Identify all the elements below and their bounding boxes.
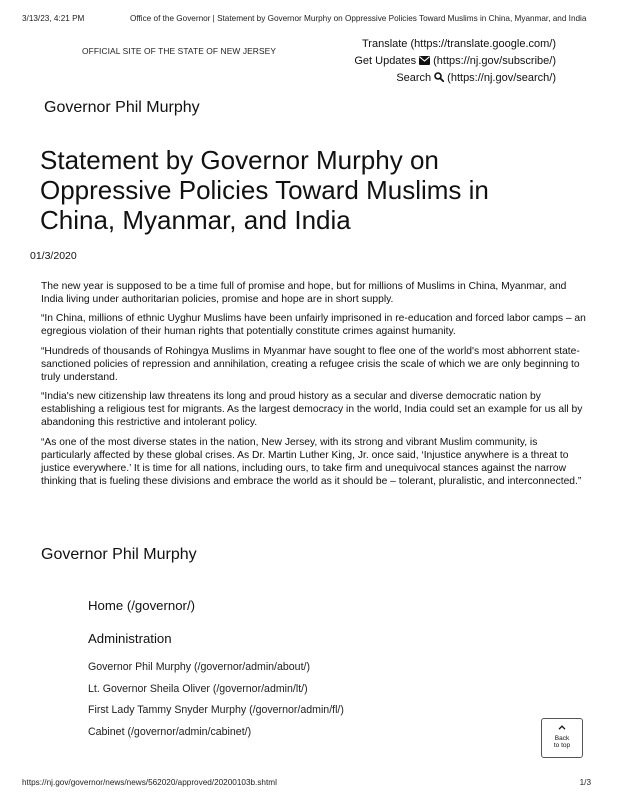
footer-admin-link-first-lady[interactable]: First Lady Tammy Snyder Murphy (/governor/admin/fl/) xyxy=(88,704,344,717)
search-link[interactable] xyxy=(396,72,556,85)
back-to-top-label-1: Back xyxy=(554,734,570,742)
translate-link[interactable]: Translate (https://translate.google.com/) xyxy=(361,38,556,50)
search-label: Search xyxy=(396,72,432,84)
search-icon xyxy=(434,72,444,85)
back-to-top-label-2: to top xyxy=(553,742,571,749)
envelope-icon xyxy=(419,56,430,68)
article-paragraph: “In China, millions of ethnic Uyghur Muslims have been unfairly imprisoned in re-education and forced labor camps – an egregious violation of their human rights that potentially constitute crimes against humanity. xyxy=(41,313,586,338)
article-paragraph: The new year is supposed to be a time full of promise and hope, but for millions of Muslims in China, Myanmar, and India living under authoritarian policies, promise and hope are in short supply. xyxy=(41,281,567,306)
footer-admin-link-governor[interactable]: Governor Phil Murphy (/governor/admin/about/) xyxy=(88,661,310,673)
chevron-up-icon xyxy=(542,725,582,733)
print-doc-title: Office of the Governor | Statement by Governor Murphy on Oppressive Policies Toward Muslims in China, Myanmar, and India xyxy=(130,14,587,23)
back-to-top-button[interactable] xyxy=(541,718,583,758)
article-date: 01/3/2020 xyxy=(30,250,77,262)
footer-home-link[interactable]: Home (/governor/) xyxy=(88,598,196,613)
get-updates-label: Get Updates xyxy=(354,55,417,67)
article-headline: Statement by Governor Murphy on Oppressive Policies Toward Muslims in China, Myanmar, and India xyxy=(40,145,489,235)
print-header xyxy=(22,14,596,28)
article-paragraph: “As one of the most diverse states in the nation, New Jersey, with its strong and vibrant Muslim community, is particularly affected by these global crises. As Dr. Martin Luther King, Jr. once said, ‘Injustice anywhere is a threat to justice everywhere.’ It is time for all nations, including ours, to take firm and unequivocal stances against the narrow thinking that is fueling these divisions and embrace the world as it should be – tolerant, pluralistic, and interconnected.” xyxy=(41,436,582,487)
site-brand[interactable]: Governor Phil Murphy xyxy=(44,99,200,116)
footer-admin-link-lt-governor[interactable]: Lt. Governor Sheila Oliver (/governor/admin/lt/) xyxy=(88,682,308,695)
footer-admin-heading: Administration xyxy=(88,631,172,646)
search-url: (https://nj.gov/search/) xyxy=(447,72,556,84)
footer-brand: Governor Phil Murphy xyxy=(41,546,197,563)
print-datetime: 3/13/23, 4:21 PM xyxy=(22,14,85,23)
footer-admin-link-cabinet[interactable]: Cabinet (/governor/admin/cabinet/) xyxy=(88,726,252,739)
print-page-number: 1/3 xyxy=(579,778,591,787)
article-paragraph: “India's new citizenship law threatens its long and proud history as a secular and diverse democratic nation by establishing a religious test for migrants. As the largest democracy in the world, India could set an example for us all by abandoning this restrictive and intolerant policy. xyxy=(41,391,583,429)
article-paragraph: “Hundreds of thousands of Rohingya Muslims in Myanmar have sought to flee one of the world's most abhorrent state-sanctioned policies of repression and annihilation, creating a refugee crisis the scale of which we are only beginning to truly understand. xyxy=(41,345,580,383)
print-footer-url: https://nj.gov/governor/news/news/562020/approved/20200103b.shtml xyxy=(22,778,277,787)
article-body xyxy=(41,280,586,494)
get-updates-url: (https://nj.gov/subscribe/) xyxy=(433,55,556,67)
footer-admin-links xyxy=(88,660,344,747)
get-updates-link[interactable] xyxy=(354,55,556,68)
official-site-label: OFFICIAL SITE OF THE STATE OF NEW JERSEY xyxy=(82,46,277,56)
